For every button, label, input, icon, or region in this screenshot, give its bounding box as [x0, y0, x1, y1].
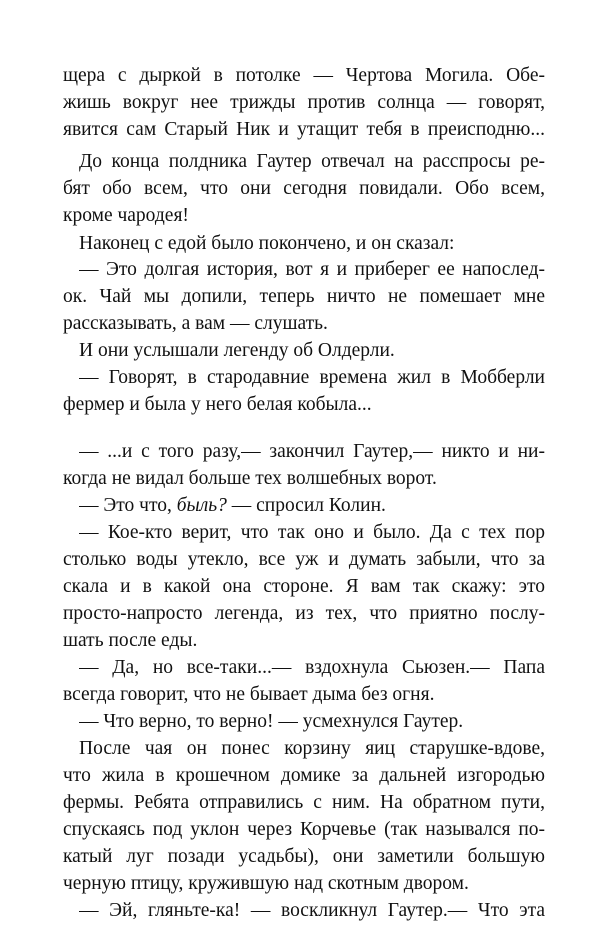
text-run: — спросил Колин. [226, 495, 386, 516]
text-line: И они услышали легенду об Олдерли. [79, 340, 395, 361]
text-line: После чая он понес корзину яиц старушке-вдове, [79, 738, 545, 759]
text-line: спускаясь под уклон через Корчевье (так назывался по- [63, 819, 545, 840]
text-line: — Это долгая история, вот я и приберег ее напослед- [79, 259, 545, 280]
text-line: столько воды утекло, все уж и думать забыли, что за [63, 549, 545, 570]
text-line: — Говорят, в стародавние времена жил в Мобберли [79, 367, 545, 388]
text-line: всегда говорит, что не бывает дыма без огня. [63, 684, 435, 705]
text-line: явится сам Старый Ник и утащит тебя в преисподню... [63, 119, 545, 140]
text-line: фермы. Ребята отправились с ним. На обратном пути, [63, 792, 545, 813]
text-line: фермер и была у него белая кобыла... [63, 394, 372, 415]
text-line: До конца полдника Гаутер отвечал на расспросы ре- [79, 151, 545, 172]
text-line: — Что верно, то верно! — усмехнулся Гаутер. [79, 711, 464, 732]
text-line: Наконец с едой было покончено, и он сказал: [79, 233, 455, 254]
text-line: — Эй, гляньте-ка! — воскликнул Гаутер.— Что эта [79, 900, 545, 921]
text-line: кроме чародея! [63, 205, 189, 226]
text-line: что жила в крошечном домике за дальней изгородью [63, 765, 545, 786]
text-line: просто-напросто легенда, из тех, что приятно послу- [63, 603, 545, 624]
text-line: жишь вокруг нее трижды против солнца — говорят, [63, 92, 545, 113]
text-line: катый луг позади усадьбы), они заметили большую [63, 846, 545, 867]
text-line: бят обо всем, что они сегодня повидали. Обо всем, [63, 178, 545, 199]
text-line: — ...и с того разу,— закончил Гаутер,— никто и ни- [79, 441, 545, 462]
text-line: когда не видал больше тех волшебных ворот. [63, 468, 437, 489]
text-line: скала и в какой она стороне. Я вам так скажу: это [63, 576, 545, 597]
text-line: черную птицу, кружившую над скотным двором. [63, 873, 469, 894]
text-line: шать после еды. [63, 630, 198, 651]
text-line: — Кое-кто верит, что так оно и было. Да с тех пор [79, 522, 545, 543]
text-line: щера с дыркой в потолке — Чертова Могила. Обе- [63, 65, 545, 86]
italic-text-run: быль? [176, 495, 227, 516]
text-run: — Это что, [79, 495, 177, 516]
text-line: рассказывать, а вам — слушать. [63, 313, 328, 334]
text-line [79, 492, 545, 519]
text-line: — Да, но все-таки...— вздохнула Сьюзен.— Папа [79, 657, 545, 678]
text-line: ок. Чай мы допили, теперь ничто не помешает мне [63, 286, 545, 307]
